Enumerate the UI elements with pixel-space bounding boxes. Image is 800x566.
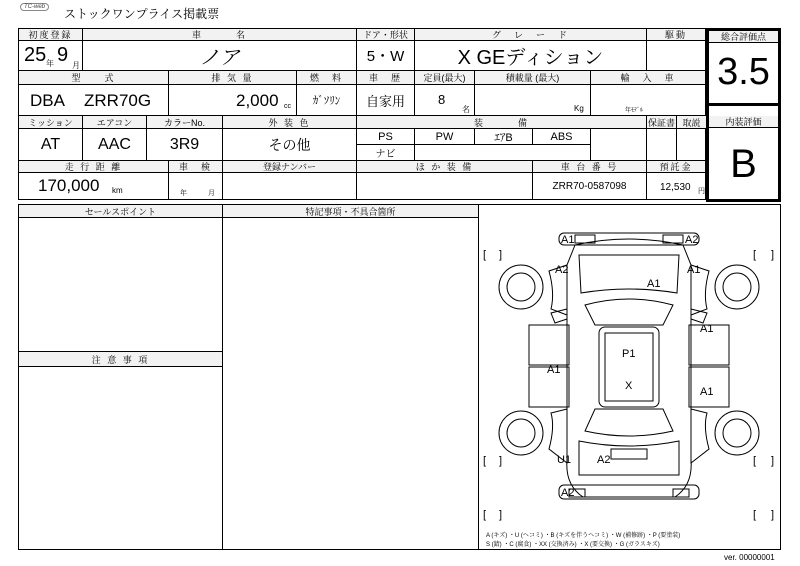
mark-right-front-door: A1 [700,323,714,335]
bracket: ] [771,249,775,261]
mark-left-fender: A2 [555,264,569,276]
deposit-unit: 円 [698,188,705,195]
bracket: [ [753,249,757,261]
import-label: 輸 入 車 [591,71,705,85]
equip-label: 装 備 [357,116,646,129]
first-reg-label: 初度登録 [19,29,82,40]
fuel-value: ｶﾞｿﾘﾝ [312,95,341,107]
model-prefix: DBA [30,91,65,110]
mark-hood: A1 [647,278,661,290]
mission-value: AT [40,135,61,153]
bracket: ] [499,455,503,467]
reg-year: 25 [24,44,47,66]
model-label: 型 式 [19,71,168,85]
chassis-label: 車 台 番 号 [533,161,646,173]
sales-point-label: セールスポイント [19,205,222,217]
warranty-label: 保証書 [647,117,675,128]
inspection-label: 車 検 [169,161,222,173]
bracket: [ [753,509,757,521]
history-value: 自家用 [365,93,405,109]
disp-value: 2,000 [236,91,279,110]
grade-label: グ レ ー ド [415,29,646,40]
deposit-value: 12,530 [660,182,691,193]
mileage-unit: km [112,186,123,195]
mark-rear-hatch: A2 [597,454,611,466]
ac-value: AAC [98,135,131,153]
capacity-unit: 名 [462,105,470,114]
reg-month-unit: 月 [72,61,80,70]
fuel-label: 燃 料 [297,71,356,85]
door-value: 5・W [366,48,405,65]
plate-label: 登録ナンバー [223,161,356,173]
logo: TC-web [20,3,49,11]
chassis-value: ZRR70-0587098 [552,180,627,192]
reg-year-unit: 年 [46,59,54,68]
mark-right-fender: A1 [687,264,701,276]
color-no-label: カラーNo. [147,116,222,129]
color-no-value: 3R9 [169,135,200,153]
version-text: ver. 00000001 [724,553,775,562]
load-unit: Kg [574,104,584,113]
equip-abs: ABS [550,130,573,143]
bracket: ] [499,509,503,521]
other-equip-label: ほ か 装 備 [357,161,532,173]
capacity-value: 8 [438,92,446,107]
disp-unit: cc [284,103,291,110]
bracket: [ [483,509,487,521]
equip-pw: PW [435,130,454,143]
model-value: ZRR70G [84,91,152,110]
notes-label: 特記事項・不具合箇所 [223,205,478,217]
reg-month: 9 [57,44,69,66]
car-name-label: 車 名 [83,29,356,40]
mark-rear-bumper: A2 [561,487,575,499]
disp-label: 排 気 量 [169,71,296,85]
interior-label: 内装評価 [709,116,778,128]
mark-roof: P1 [622,348,636,360]
mission-label: ミッション [19,116,82,129]
manual-label: 取説 [677,116,706,129]
legend-line-1: A (キズ) ・U (ヘコミ) ・B (キズを伴うヘコミ) ・W (補修跡) ・P (要塗装) [486,533,681,539]
car-damage-diagram [479,205,780,549]
caution-label: 注 意 事 項 [19,352,222,366]
equip-navi: ナビ [375,149,396,160]
insp-month-unit: 月 [208,190,215,197]
bracket: ] [771,455,775,467]
bracket: [ [483,455,487,467]
interior-value: B [730,141,757,186]
deposit-label: 預託金 [647,161,705,173]
drive-label: 駆動 [647,29,705,40]
mark-roof-rear: X [625,380,633,392]
mileage-label: 走 行 距 離 [19,161,168,173]
bracket: ] [499,249,503,261]
mark-front-bumper-left: A1 [561,234,575,246]
mileage-value: 170,000 [38,176,100,195]
mark-right-rear-door: A1 [700,386,714,398]
legend-line-2: S (錆) ・C (腐食) ・XX (交換済み) ・X (要交換) ・G (ガラスキズ) [486,542,660,548]
load-label: 積載量 (最大) [475,71,590,85]
bracket: ] [771,509,775,521]
page-title: ストックワンプライス掲載票 [64,7,220,21]
ac-label: エアコン [83,116,146,129]
grade-value: X GEディション [457,47,604,69]
capacity-label: 定員(最大) [415,71,474,85]
insp-year-unit: 年 [180,190,187,197]
bracket: [ [753,455,757,467]
bracket: [ [483,249,487,261]
mark-front-bumper-right: A2 [685,234,699,246]
import-sub: 年ﾓﾃﾞﾙ [625,108,644,114]
history-label: 車 歴 [357,71,414,85]
ext-color-label: 外 装 色 [223,116,356,129]
score-label: 総合評価点 [709,31,778,43]
equip-airbag: ｴｱB [494,131,513,144]
score-value: 3.5 [717,50,770,93]
ext-color-value: その他 [268,136,311,153]
car-name: ノア [199,47,240,69]
equip-ps: PS [378,130,393,143]
mark-left-door: A1 [547,364,561,376]
mark-left-rear: U1 [557,454,572,466]
door-label: ドア・形状 [357,29,414,40]
